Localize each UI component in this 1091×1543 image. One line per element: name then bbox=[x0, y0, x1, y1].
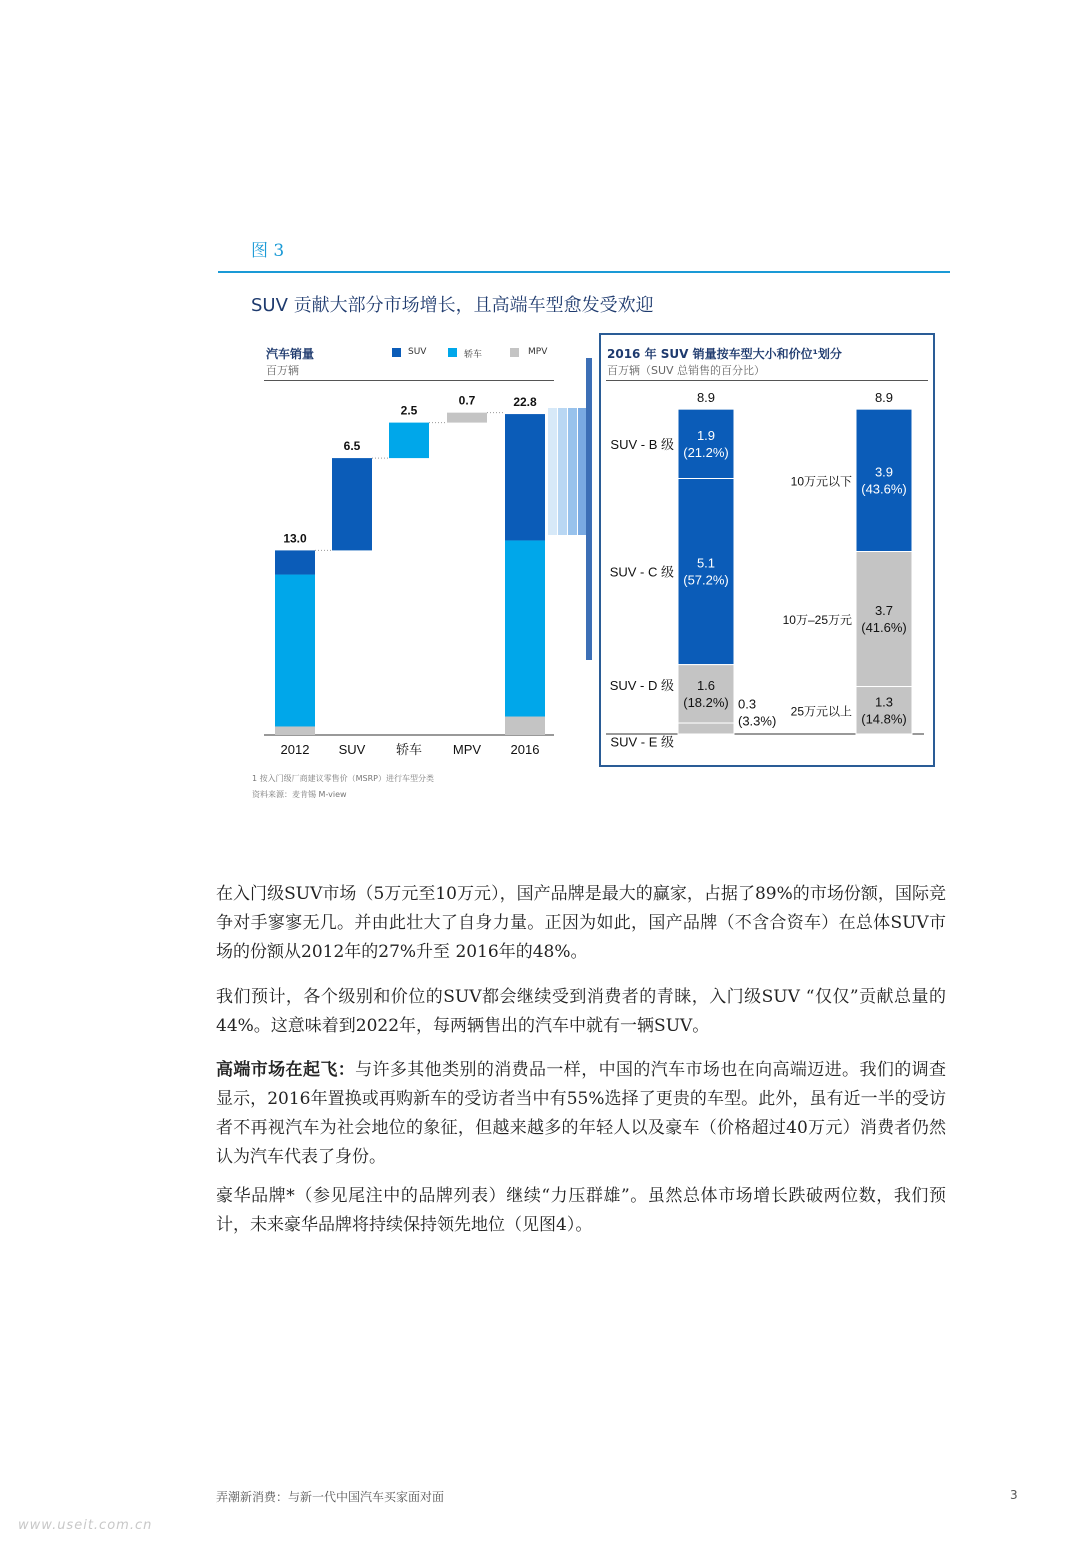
stack-total-label: 8.9 bbox=[874, 390, 894, 406]
segment-pct-label: (21.2%) bbox=[683, 444, 729, 460]
bar-value-label: 0.7 bbox=[458, 393, 476, 408]
segment-pct-label: (57.2%) bbox=[683, 572, 729, 588]
stack-segment bbox=[856, 552, 912, 687]
stack-segment bbox=[678, 479, 734, 665]
segment-category-label: 10万元以下 bbox=[790, 474, 852, 489]
stack-total-label: 8.9 bbox=[696, 390, 716, 406]
segment-value-label: 1.6 bbox=[696, 677, 716, 693]
footer-title: 弄潮新消费：与新一代中国汽车买家面对面 bbox=[216, 1490, 445, 1504]
segment-pct-label: (3.3%) bbox=[738, 713, 777, 729]
source-note: 资料来源：麦肯锡 M-view bbox=[252, 790, 347, 799]
stack-segment bbox=[678, 723, 734, 734]
page-number: 3 bbox=[1010, 1488, 1018, 1502]
paragraph-1: 在入门级SUV市场（5万元至10万元），国产品牌是最大的赢家，占据了89%的市场份额，国际竞争对手寥寥无几。并由此壮大了自身力量。正因为如此，国产品牌（不含合资车）在总体SUV市场的份额从2012年的27%升至 2016年的48%。 bbox=[216, 884, 946, 962]
bar-value-label: 6.5 bbox=[343, 439, 361, 454]
segment-value-label: 1.3 bbox=[874, 694, 894, 710]
legend-label-mpv: MPV bbox=[528, 347, 548, 357]
paragraph-2: 我们预计，各个级别和价位的SUV都会继续受到消费者的青睐，入门级SUV “仅仅”贡献总量的44%。这意味着到2022年，每两辆售出的汽车中就有一辆SUV。 bbox=[216, 987, 946, 1036]
category-label: 轿车 bbox=[395, 742, 423, 757]
figure-label: 图 3 bbox=[251, 241, 285, 261]
category-label: 2012 bbox=[280, 742, 310, 757]
right-chart-title: 2016 年 SUV 销量按车型大小和价位¹划分 bbox=[607, 347, 842, 361]
paragraph-3 bbox=[216, 1056, 946, 1172]
stack-segment bbox=[678, 665, 734, 723]
stacked-chart bbox=[0, 0, 950, 790]
segment-category-label: SUV - D 级 bbox=[609, 677, 674, 693]
category-label: SUV bbox=[338, 742, 366, 757]
segment-value-label: 5.1 bbox=[696, 555, 716, 571]
bar-value-label: 2.5 bbox=[400, 403, 418, 418]
bar-value-label: 13.0 bbox=[283, 531, 307, 546]
segment-pct-label: (18.2%) bbox=[683, 694, 729, 710]
segment-pct-label: (43.6%) bbox=[861, 481, 907, 497]
legend-label-sedan: 轿车 bbox=[464, 350, 483, 360]
segment-value-label: 3.9 bbox=[874, 464, 894, 480]
left-chart-subtitle: 百万辆 bbox=[266, 364, 299, 377]
paragraph-3-body: 与许多其他类别的消费品一样，中国的汽车市场也在向高端迈进。我们的调查显示，2016年置换或再购新车的受访者当中有55%选择了更贵的车型。此外，虽有近一半的受访者不再视汽车为社会地位的象征，但越来越多的年轻人以及豪车（价格超过40万元）消费者仍然认为汽车代表了身份。 bbox=[216, 1060, 947, 1167]
paragraph-4: 豪华品牌*（参见尾注中的品牌列表）继续“力压群雄”。虽然总体市场增长跌破两位数，我们预计，未来豪华品牌将持续保持领先地位（见图4）。 bbox=[216, 1186, 946, 1235]
left-chart-title: 汽车销量 bbox=[266, 347, 315, 361]
right-chart-subtitle: 百万辆（SUV 总销售的百分比） bbox=[607, 364, 766, 377]
segment-category-label: SUV - B 级 bbox=[610, 436, 674, 452]
figure-title: SUV 贡献大部分市场增长，且高端车型愈发受欢迎 bbox=[251, 295, 654, 316]
paragraph-3-lead: 高端市场在起飞： bbox=[216, 1060, 356, 1080]
segment-category-label: 10万–25万元 bbox=[782, 613, 852, 628]
watermark: www.useit.com.cn bbox=[18, 1518, 153, 1533]
stack-segment bbox=[678, 409, 734, 478]
segment-category-label: SUV - E 级 bbox=[610, 734, 674, 750]
category-label: 2016 bbox=[510, 742, 540, 757]
segment-value-label: 1.9 bbox=[696, 427, 716, 443]
segment-pct-label: (14.8%) bbox=[861, 711, 907, 727]
category-label: MPV bbox=[452, 742, 482, 757]
segment-value-label: 0.3 bbox=[738, 696, 757, 712]
bar-value-label: 22.8 bbox=[513, 395, 537, 410]
segment-category-label: 25万元以上 bbox=[790, 704, 852, 719]
segment-category-label: SUV - C 级 bbox=[609, 564, 674, 580]
stack-segment bbox=[856, 409, 912, 551]
footnote: 1 按入门级厂商建议零售价（MSRP）进行车型分类 bbox=[252, 774, 434, 783]
legend-label-suv: SUV bbox=[408, 347, 427, 357]
segment-pct-label: (41.6%) bbox=[861, 620, 907, 636]
segment-value-label: 3.7 bbox=[874, 603, 894, 619]
